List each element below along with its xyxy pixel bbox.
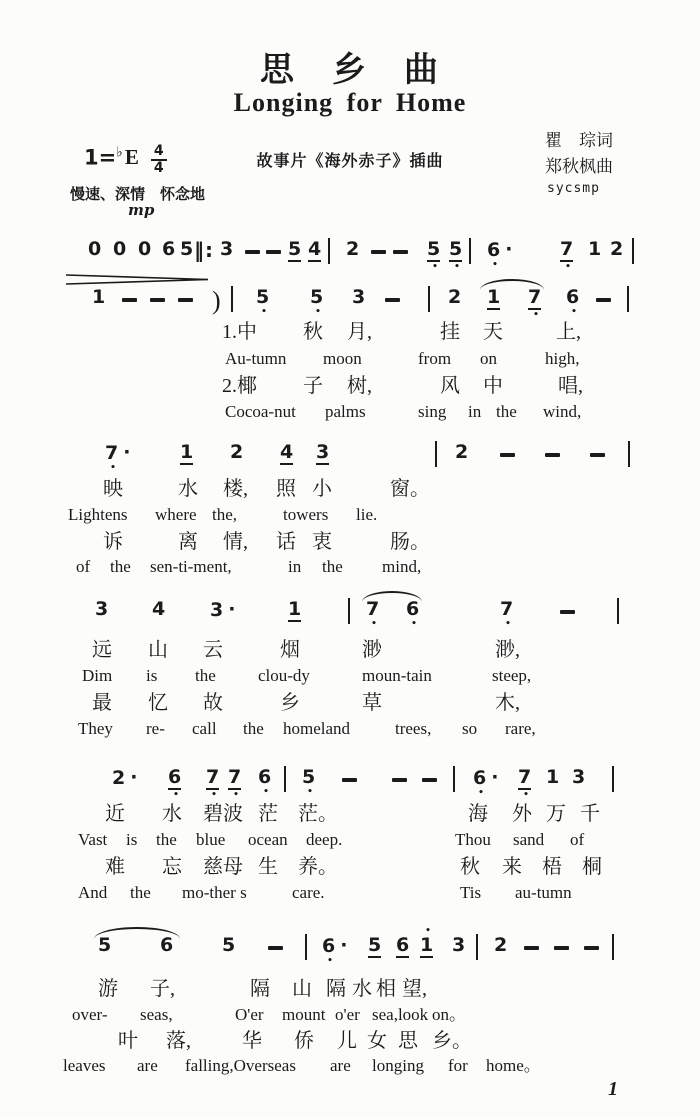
note: 4 — [308, 238, 322, 260]
lyric-en: au-tumn — [515, 883, 572, 902]
lyric-zh: 思 — [398, 1030, 418, 1052]
lyric-zh: 水 — [162, 803, 182, 825]
duration-dash — [554, 946, 569, 950]
lyric-en: is — [126, 830, 138, 849]
barline — [305, 934, 307, 960]
lyric-zh: 秋 — [303, 321, 323, 343]
lyric-en: the — [110, 557, 131, 576]
lyric-zh: 离 — [178, 531, 198, 553]
lyric-zh: 忘 — [162, 856, 182, 878]
note: 6 • — [566, 286, 580, 317]
lyric-zh: 挂 — [440, 321, 460, 343]
note: 7 • — [206, 766, 220, 800]
lyric-zh: 隔 — [250, 978, 270, 1000]
lyric-en: re- — [146, 719, 165, 738]
note: 3 — [220, 238, 234, 260]
note: 1 — [588, 238, 602, 260]
barline — [348, 598, 350, 624]
note: 5 — [288, 238, 302, 260]
lyric-en: falling,Overseas — [185, 1056, 296, 1075]
note: 5 • — [449, 238, 463, 272]
lyric-zh: 话 — [276, 531, 296, 553]
lyric-en: trees, — [395, 719, 432, 738]
lyric-en: Cocoa-nut — [225, 402, 296, 421]
lyricist-credit: 瞿 琮词 — [545, 131, 613, 150]
repeat-barline: ‖: — [194, 238, 214, 262]
note: 0 — [88, 238, 102, 260]
lyric-zh: 天 — [483, 321, 503, 343]
lyric-en: palms — [325, 402, 366, 421]
duration-dash — [342, 778, 357, 782]
key-prefix: 1= — [84, 145, 117, 170]
note: 2 — [455, 441, 469, 463]
duration-dash — [545, 453, 560, 457]
note: 2 · — [112, 766, 138, 789]
lyric-zh: 秋 — [460, 856, 480, 878]
barline — [612, 766, 614, 792]
note: 5 — [98, 934, 112, 956]
lyric-zh: 窗。 — [390, 478, 430, 500]
lyric-en: the — [496, 402, 517, 421]
lyric-en: in — [468, 402, 482, 421]
note: 6 — [162, 238, 176, 260]
lyric-zh: 侨 — [294, 1030, 314, 1052]
lyric-zh: 女 — [367, 1030, 387, 1052]
duration-dash — [371, 250, 386, 254]
duration-dash — [150, 298, 165, 302]
lyric-en: longing — [372, 1056, 424, 1075]
lyric-en: Dim — [82, 666, 113, 685]
lyric-en: high, — [545, 349, 580, 368]
note: 1 — [546, 766, 560, 788]
note: 5 • — [256, 286, 270, 317]
lyric-en: is — [146, 666, 158, 685]
barline — [428, 286, 430, 312]
barline — [284, 766, 286, 792]
lyric-zh: 衷 — [312, 531, 332, 553]
lyric-en: the — [322, 557, 343, 576]
lyric-en: of — [76, 557, 91, 576]
lyric-zh: 水 — [178, 478, 198, 500]
lyric-zh: 外 — [512, 803, 532, 825]
barline — [435, 441, 437, 467]
note: 7 · • — [105, 441, 131, 473]
lyric-zh: 子 — [303, 375, 323, 397]
lyric-en: in — [288, 557, 302, 576]
note: 6 · • — [487, 238, 513, 270]
lyric-en: sea,look — [372, 1005, 429, 1024]
note: 3 — [352, 286, 366, 308]
lyric-en: Vast — [78, 830, 108, 849]
lyric-zh: 子, — [150, 978, 175, 1000]
note: 5 • — [310, 286, 324, 317]
note: 2 — [230, 441, 244, 463]
note: 2 — [494, 934, 508, 956]
note: 5 — [180, 238, 194, 260]
lyric-en: where — [155, 505, 197, 524]
note: 5 — [368, 934, 382, 956]
lyric-zh: 楼, — [223, 478, 248, 500]
lyric-zh: 渺, — [495, 639, 520, 661]
lyric-zh: 桐 — [582, 856, 602, 878]
lyric-zh: 照 — [276, 478, 296, 500]
lyric-en: on。 — [432, 1005, 466, 1024]
song-title-english: Longing for Home — [233, 88, 467, 117]
lyric-en: mount — [282, 1005, 326, 1024]
lyric-zh: 近 — [105, 803, 125, 825]
barline — [231, 286, 233, 312]
note: 3 — [452, 934, 466, 956]
lyric-en: call — [192, 719, 217, 738]
note: 3 — [316, 441, 330, 463]
film-source-note: 故事片《海外赤子》插曲 — [256, 153, 444, 170]
note: 1 — [92, 286, 106, 308]
barline — [328, 238, 330, 264]
lyric-en: moon — [323, 349, 362, 368]
duration-dash — [393, 250, 408, 254]
duration-dash — [122, 298, 137, 302]
note: 3 — [95, 598, 109, 620]
lyric-zh: 碧波 — [203, 803, 243, 825]
lyric-zh: 华 — [242, 1030, 262, 1052]
lyric-zh: 云 — [203, 639, 223, 661]
lyric-en: the, — [212, 505, 238, 524]
note: 6 — [160, 934, 174, 956]
duration-dash — [584, 946, 599, 950]
lyric-zh: 乡。 — [432, 1030, 472, 1052]
lyric-en: from — [418, 349, 452, 368]
lyric-zh: 梧 — [542, 856, 562, 878]
lyric-zh: 远 — [92, 639, 112, 661]
duration-dash — [560, 610, 575, 614]
lyric-zh: 小 — [312, 478, 332, 500]
lyric-zh: 山 — [148, 639, 168, 661]
tempo-marking: 慢速、深情 怀念地 — [70, 187, 206, 203]
decrescendo-hairpin — [66, 272, 208, 283]
lyric-zh: 叶 — [118, 1030, 138, 1052]
duration-dash — [596, 298, 611, 302]
duration-dash — [590, 453, 605, 457]
lyric-en: blue — [196, 830, 226, 849]
lyric-en: They — [78, 719, 113, 738]
lyric-en: Au-tumn — [225, 349, 287, 368]
page-number: 1 — [608, 1078, 618, 1100]
lyric-en: O'er — [235, 1005, 264, 1024]
duration-dash — [268, 946, 283, 950]
lyric-en: mo-ther s — [182, 883, 247, 902]
lyric-en: homeland — [283, 719, 351, 738]
duration-dash — [500, 453, 515, 457]
composer-credit: 郑秋枫曲 — [545, 157, 613, 176]
barline — [476, 934, 478, 960]
lyric-zh: 情, — [223, 531, 248, 553]
lyric-en: sand — [513, 830, 545, 849]
lyric-en: moun-tain — [362, 666, 432, 685]
note: 0 — [113, 238, 127, 260]
barline — [453, 766, 455, 792]
watermark: sycsmp — [547, 181, 600, 196]
note: 2 — [448, 286, 462, 308]
lyric-en: steep, — [492, 666, 532, 685]
lyric-en: lie. — [356, 505, 378, 524]
lyric-en: clou-dy — [258, 666, 310, 685]
note: 0 — [138, 238, 152, 260]
song-title-chinese: 思 乡 曲 — [260, 52, 440, 89]
note: 7 • — [366, 598, 380, 629]
lyric-zh: 月, — [347, 321, 372, 343]
note: 1 — [487, 286, 501, 308]
lyric-zh: 水 — [352, 978, 372, 1000]
dynamic-marking: mp — [128, 201, 155, 219]
lyric-zh: 诉 — [103, 531, 123, 553]
lyric-en: for — [448, 1056, 468, 1075]
lyric-en: sen-ti-ment, — [150, 557, 232, 576]
lyric-zh: 渺 — [362, 639, 382, 661]
lyric-en: sing — [418, 402, 447, 421]
lyric-zh: 木, — [495, 692, 520, 714]
lyric-en: wind, — [543, 402, 582, 421]
lyric-en: on — [480, 349, 497, 368]
lyric-en: of — [570, 830, 585, 849]
lyric-zh: 游 — [98, 978, 118, 1000]
lyric-zh: 生 — [258, 856, 278, 878]
note: 2 — [610, 238, 624, 260]
lyric-en: o'er — [335, 1005, 360, 1024]
lyric-zh: 慈母 — [203, 856, 243, 878]
lyric-en: are — [137, 1056, 158, 1075]
lyric-en: towers — [283, 505, 329, 524]
lyric-zh: 乡 — [280, 692, 300, 714]
time-signature-numerator: 4 — [151, 144, 167, 161]
note: 5 • — [427, 238, 441, 272]
note: 4 — [152, 598, 166, 620]
lyric-zh: 上, — [556, 321, 581, 343]
lyric-zh: 草 — [362, 692, 382, 714]
lyric-en: the — [243, 719, 264, 738]
note: 3 — [572, 766, 586, 788]
lyric-en: mind, — [382, 557, 422, 576]
barline — [632, 238, 634, 264]
note: 6 · • — [322, 934, 348, 966]
lyric-zh: 落, — [166, 1030, 191, 1052]
barline — [628, 441, 630, 467]
lyric-zh: 万 — [546, 803, 566, 825]
lyric-en: so — [462, 719, 478, 738]
note: 7 • — [528, 286, 542, 320]
lyric-zh: 故 — [203, 692, 223, 714]
lyric-zh: 养。 — [298, 856, 338, 878]
barline — [627, 286, 629, 312]
lyric-zh: 茫 — [258, 803, 278, 825]
time-signature-denominator: 4 — [153, 160, 164, 177]
lyric-zh: 树, — [347, 375, 372, 397]
lyric-zh: 来 — [502, 856, 522, 878]
duration-dash — [178, 298, 193, 302]
lyric-en: the — [156, 830, 177, 849]
lyric-zh: 映 — [103, 478, 123, 500]
slur-close-paren: ) — [212, 286, 221, 315]
lyric-en: deep. — [306, 830, 343, 849]
note: 5 • — [302, 766, 316, 797]
lyric-en: leaves — [63, 1056, 106, 1075]
lyric-zh: 忆 — [148, 692, 168, 714]
lyric-zh: 儿 — [337, 1030, 357, 1052]
note: 6 — [396, 934, 410, 956]
lyric-zh: 难 — [105, 856, 125, 878]
note: 6 • — [406, 598, 420, 629]
lyric-zh: 1.中 — [222, 321, 257, 343]
lyric-en: And — [78, 883, 108, 902]
lyric-zh: 千 — [580, 803, 600, 825]
lyric-zh: 最 — [92, 692, 112, 714]
duration-dash — [524, 946, 539, 950]
note: 4 — [280, 441, 294, 463]
lyric-en: seas, — [140, 1005, 173, 1024]
tie-slur — [94, 927, 180, 939]
lyric-en: care. — [292, 883, 325, 902]
tie-slur — [362, 591, 422, 602]
lyric-zh: 隔 — [326, 978, 346, 1000]
note: 3 · — [210, 598, 236, 621]
note: 7 • — [228, 766, 242, 800]
lyric-zh: 海 — [468, 803, 488, 825]
lyric-zh: 风 — [440, 375, 460, 397]
note: 7 • — [560, 238, 574, 272]
lyric-zh: 2.椰 — [222, 375, 257, 397]
barline — [617, 598, 619, 624]
note: 6 · • — [473, 766, 499, 798]
tie-slur — [480, 279, 544, 290]
lyric-zh: 茫。 — [298, 803, 338, 825]
lyric-en: Thou — [455, 830, 491, 849]
lyric-en: the — [195, 666, 216, 685]
barline — [469, 238, 471, 264]
lyric-zh: 烟 — [280, 639, 300, 661]
note: 6 • — [258, 766, 272, 797]
lyric-zh: 唱, — [558, 375, 583, 397]
barline — [612, 934, 614, 960]
duration-dash — [392, 778, 407, 782]
lyric-en: rare, — [505, 719, 536, 738]
flat-sign: ♭ — [116, 144, 123, 161]
duration-dash — [422, 778, 437, 782]
note: 1 — [180, 441, 194, 463]
lyric-en: home。 — [486, 1056, 541, 1075]
lyric-zh: 望, — [402, 978, 427, 1000]
note: 1 — [288, 598, 302, 620]
duration-dash — [266, 250, 281, 254]
note: 7 • — [518, 766, 532, 800]
duration-dash — [245, 250, 260, 254]
lyric-en: the — [130, 883, 151, 902]
lyric-en: over- — [72, 1005, 108, 1024]
note: 5 — [222, 934, 236, 956]
lyric-zh: 肠。 — [390, 531, 430, 553]
note: 2 — [346, 238, 360, 260]
lyric-en: Lightens — [68, 505, 128, 524]
lyric-en: are — [330, 1056, 351, 1075]
note: 6 • — [168, 766, 182, 800]
note: 7 • — [500, 598, 514, 629]
lyric-en: ocean — [248, 830, 288, 849]
lyric-zh: 山 — [292, 978, 312, 1000]
duration-dash — [385, 298, 400, 302]
lyric-en: Tis — [460, 883, 482, 902]
lyric-zh: 中 — [483, 375, 503, 397]
lyric-zh: 相 — [376, 978, 396, 1000]
note: 1 • — [420, 926, 434, 956]
key-letter: E — [124, 145, 139, 170]
